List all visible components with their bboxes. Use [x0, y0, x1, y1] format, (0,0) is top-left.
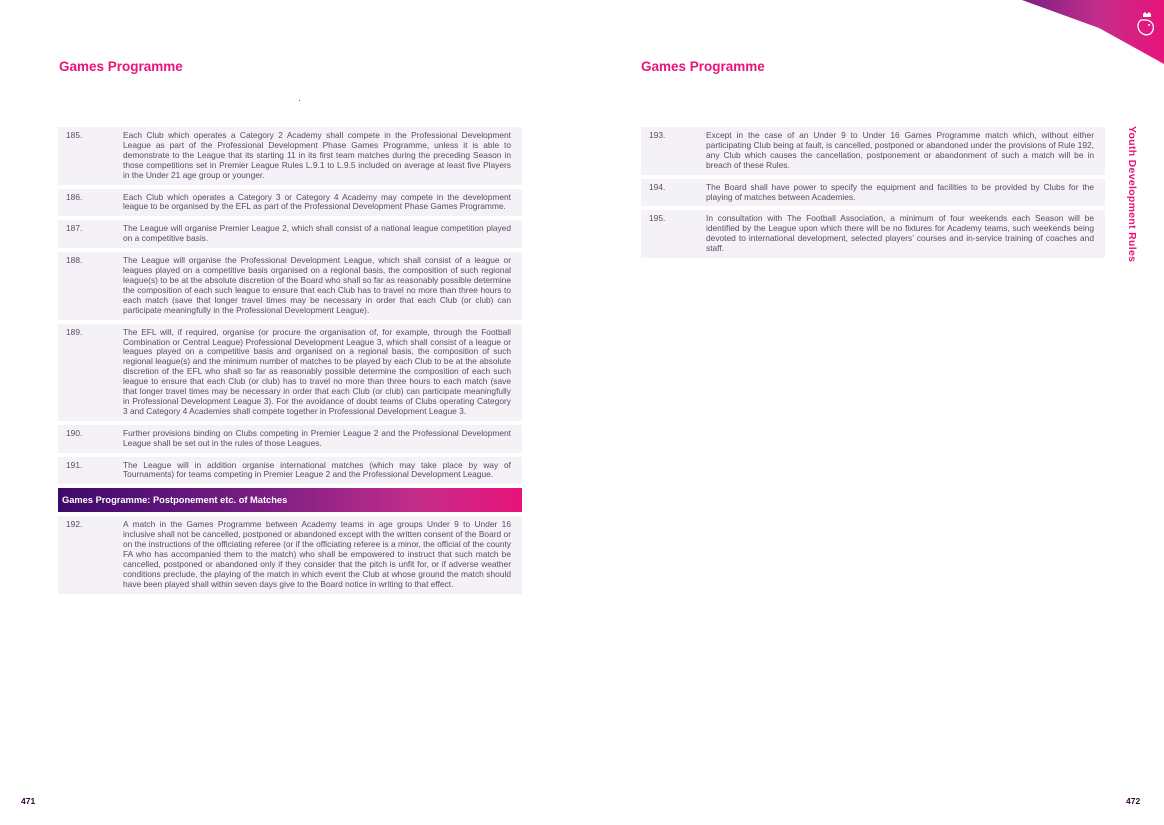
right-page-number: 472: [1126, 796, 1141, 806]
rule-text: In consultation with The Football Association, a minimum of four weekends each Season will be identified by the League upon which there will be no fixtures for Academy teams, such weekends being devoted to international development, selected players’ courses and in-service training of coaches and staff.: [706, 213, 1094, 254]
rule-text: The EFL will, if required, organise (or procure the organisation of, for example, through the Football Combination or Central League) Professional Development League 3, which shall consist of a league or leagues played on a competitive basis and organised on a regional basis, the composition of such regional league(s) and the minimum number of matches to be played by each Club to be at the absolute discretion of the EFL who shall so far as reasonably possible determine the composition of each such league to ensure that each Club (or club) has to travel no more than three hours to each match (save that longer travel times may be necessary in order that each Club (or club) can participate meaningfully in Professional Development League 3). For the avoidance of doubt teams of Clubs operating Category 3 and Category 4 Academies shall compete together in Professional Development League 3.: [123, 326, 511, 416]
rule-number: 185.: [66, 130, 83, 140]
rule-number: 187.: [66, 223, 83, 234]
rule-193: [641, 127, 1105, 175]
rule-text: The League will in addition organise international matches (which may take place by way of Tournaments) for teams competing in Premier League 2 and the Professional Development League.: [123, 459, 511, 480]
rule-190: [58, 425, 522, 453]
rule-number: 192.: [66, 519, 83, 530]
rule-text: Each Club which operates a Category 3 or Category 4 Academy may compete in the development league to be organised by the EFL as part of the Professional Development Phase Games Programme.: [123, 191, 511, 212]
left-rules-list: [58, 127, 522, 598]
rule-189: [58, 324, 522, 421]
rule-text: The League will organise Premier League 2, which shall consist of a national league competition played on a competitive basis.: [123, 223, 511, 244]
rule-number: 188.: [66, 255, 83, 266]
rule-text: Except in the case of an Under 9 to Under 16 Games Programme match which, without either participating Club being at fault, is cancelled, postponed or abandoned under the provisions of Rule 192, any Club which causes the cancellation, postponement or abandonment of such a match will be in breach of these Rules.: [706, 130, 1094, 170]
section-heading-postponement: Games Programme: Postponement etc. of Matches: [58, 488, 522, 512]
rule-195: [641, 210, 1105, 258]
side-section-title: Youth Development Rules: [1126, 126, 1138, 263]
stray-mark: [299, 100, 300, 101]
rule-number: 190.: [66, 427, 83, 438]
rule-number: 194.: [649, 181, 666, 192]
rule-text: A match in the Games Programme between Academy teams in age groups Under 9 to Under 16 inclusive shall not be cancelled, postponed or abandoned except with the written consent of the Board or on the instructions of the officiating referee (or if the officiating referee is a minor, the official of the county FA who has accompanied them to the match) who shall be empowered to instruct that such match be cancelled, postponed or abandoned only if they consider that the pitch is unfit for, or if adverse weather conditions preclude, the playing of the match in which event the Club at whose ground the match should have been played shall within seven days give to the Board notice in writing to that effect.: [123, 519, 511, 589]
rule-194: [641, 179, 1105, 207]
rule-186: [58, 189, 522, 217]
rule-187: [58, 220, 522, 248]
rule-number: 195.: [649, 213, 666, 224]
rule-text: The League will organise the Professional Development League, which shall consist of a league or leagues played on a competitive basis organised on a regional basis, the composition of such regional league(s) to be at the absolute discretion of the Board who shall so far as reasonably possible determine the composition of each such league to ensure that each Club has to travel no more than three hours to each match (save that longer travel times may be necessary in order that each Club (or club) can participate meaningfully in the Professional Development League).: [123, 255, 511, 315]
rule-number: 189.: [66, 326, 83, 337]
corner-brand-banner: [1014, 0, 1164, 70]
rule-number: 193.: [649, 130, 666, 140]
rule-text: Further provisions binding on Clubs competing in Premier League 2 and the Professional Development League shall be set out in the rules of those Leagues.: [123, 427, 511, 448]
left-page-number: 471: [21, 796, 36, 806]
rule-number: 186.: [66, 191, 83, 202]
right-rules-list: [641, 127, 1105, 262]
rule-text: The Board shall have power to specify the equipment and facilities to be provided by Clubs for the playing of matches between Academies.: [706, 181, 1094, 202]
rule-185: [58, 127, 522, 185]
right-page-title: Games Programme: [641, 59, 765, 74]
rule-text: Each Club which operates a Category 2 Academy shall compete in the Professional Development League as part of the Professional Development Phase Games Programme, unless it is able to demonstrate to the League that its starting 11 in its first team matches during the preceding Season in those competitions set in Premier League Rules L.9.1 to L.9.5 included on average at least five Players in the Under 21 age group or younger.: [123, 130, 511, 180]
rule-number: 191.: [66, 459, 83, 470]
left-page-title: Games Programme: [59, 59, 183, 74]
rule-191: [58, 457, 522, 485]
rule-188: [58, 252, 522, 319]
rule-192: [58, 516, 522, 593]
